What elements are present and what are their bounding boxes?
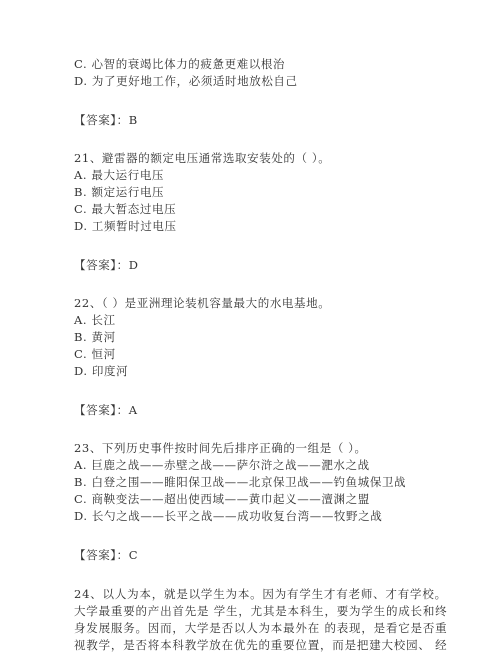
q24-line-2: 大学最重要的产出首先是 学生，尤其是本科生，要为学生的成长和终 bbox=[74, 604, 448, 618]
document-page bbox=[74, 56, 448, 653]
q21-option-b: B. 额定运行电压 bbox=[74, 185, 165, 199]
answer-label: 【答案】： bbox=[74, 113, 129, 127]
q23-option-a: A. 巨鹿之战——赤壁之战——萨尔浒之战——淝水之战 bbox=[74, 458, 370, 472]
q22-option-b: B. 黄河 bbox=[74, 330, 116, 344]
q20-answer bbox=[74, 111, 434, 129]
answer-label: 【答案】： bbox=[74, 403, 129, 417]
q23-option-d: D. 长勺之战——长平之战——成功收复台湾——牧野之战 bbox=[74, 509, 383, 523]
q21-option-d: D. 工频暂时过电压 bbox=[74, 219, 177, 233]
q21-answer bbox=[74, 256, 434, 274]
answer-value: C bbox=[128, 548, 139, 562]
q22-option-d: D. 印度河 bbox=[74, 364, 129, 378]
q22-stem: 22、（ ）是亚洲理论装机容量最大的水电基地。 bbox=[74, 296, 331, 310]
q21-stem: 21、避雷器的额定电压通常选取安装处的（ ）。 bbox=[74, 151, 331, 165]
q22-option-a: A. 长江 bbox=[74, 313, 116, 327]
q22-answer bbox=[74, 401, 434, 419]
q24-line-4: 视教学，是否将本科教学放在优先的重要位置，而是把建大校园、 经 bbox=[74, 638, 448, 652]
answer-label: 【答案】： bbox=[74, 258, 129, 272]
q20-option-c: C. 心智的衰竭比体力的疲惫更难以根治 bbox=[74, 57, 286, 71]
q21-option-c: C. 最大暂态过电压 bbox=[74, 202, 177, 216]
q22-option-c: C. 恒河 bbox=[74, 347, 116, 361]
answer-value: A bbox=[128, 403, 138, 417]
q20-option-d: D. 为了更好地工作，必须适时地放松自己 bbox=[74, 74, 298, 88]
q24-line-1: 24、以人为本，就是以学生为本。因为有学生才有老师、才有学校。 bbox=[74, 587, 447, 601]
q24-line-3: 身发展服务。因而，大学是否以人为本最外在 的表现，是看它是否重 bbox=[74, 621, 448, 635]
answer-label: 【答案】： bbox=[74, 548, 129, 562]
answer-value: D bbox=[128, 258, 139, 272]
q23-answer bbox=[74, 546, 434, 564]
q23-option-c: C. 商鞅变法——超出使西域——黄巾起义——澶渊之盟 bbox=[74, 492, 370, 506]
q21-option-a: A. 最大运行电压 bbox=[74, 168, 165, 182]
q23-stem: 23、下列历史事件按时间先后排序正确的一组是（ ）。 bbox=[74, 441, 367, 455]
q23-option-b: B. 白登之围——睢阳保卫战——北京保卫战——钓鱼城保卫战 bbox=[74, 475, 407, 489]
answer-value: B bbox=[128, 113, 138, 127]
